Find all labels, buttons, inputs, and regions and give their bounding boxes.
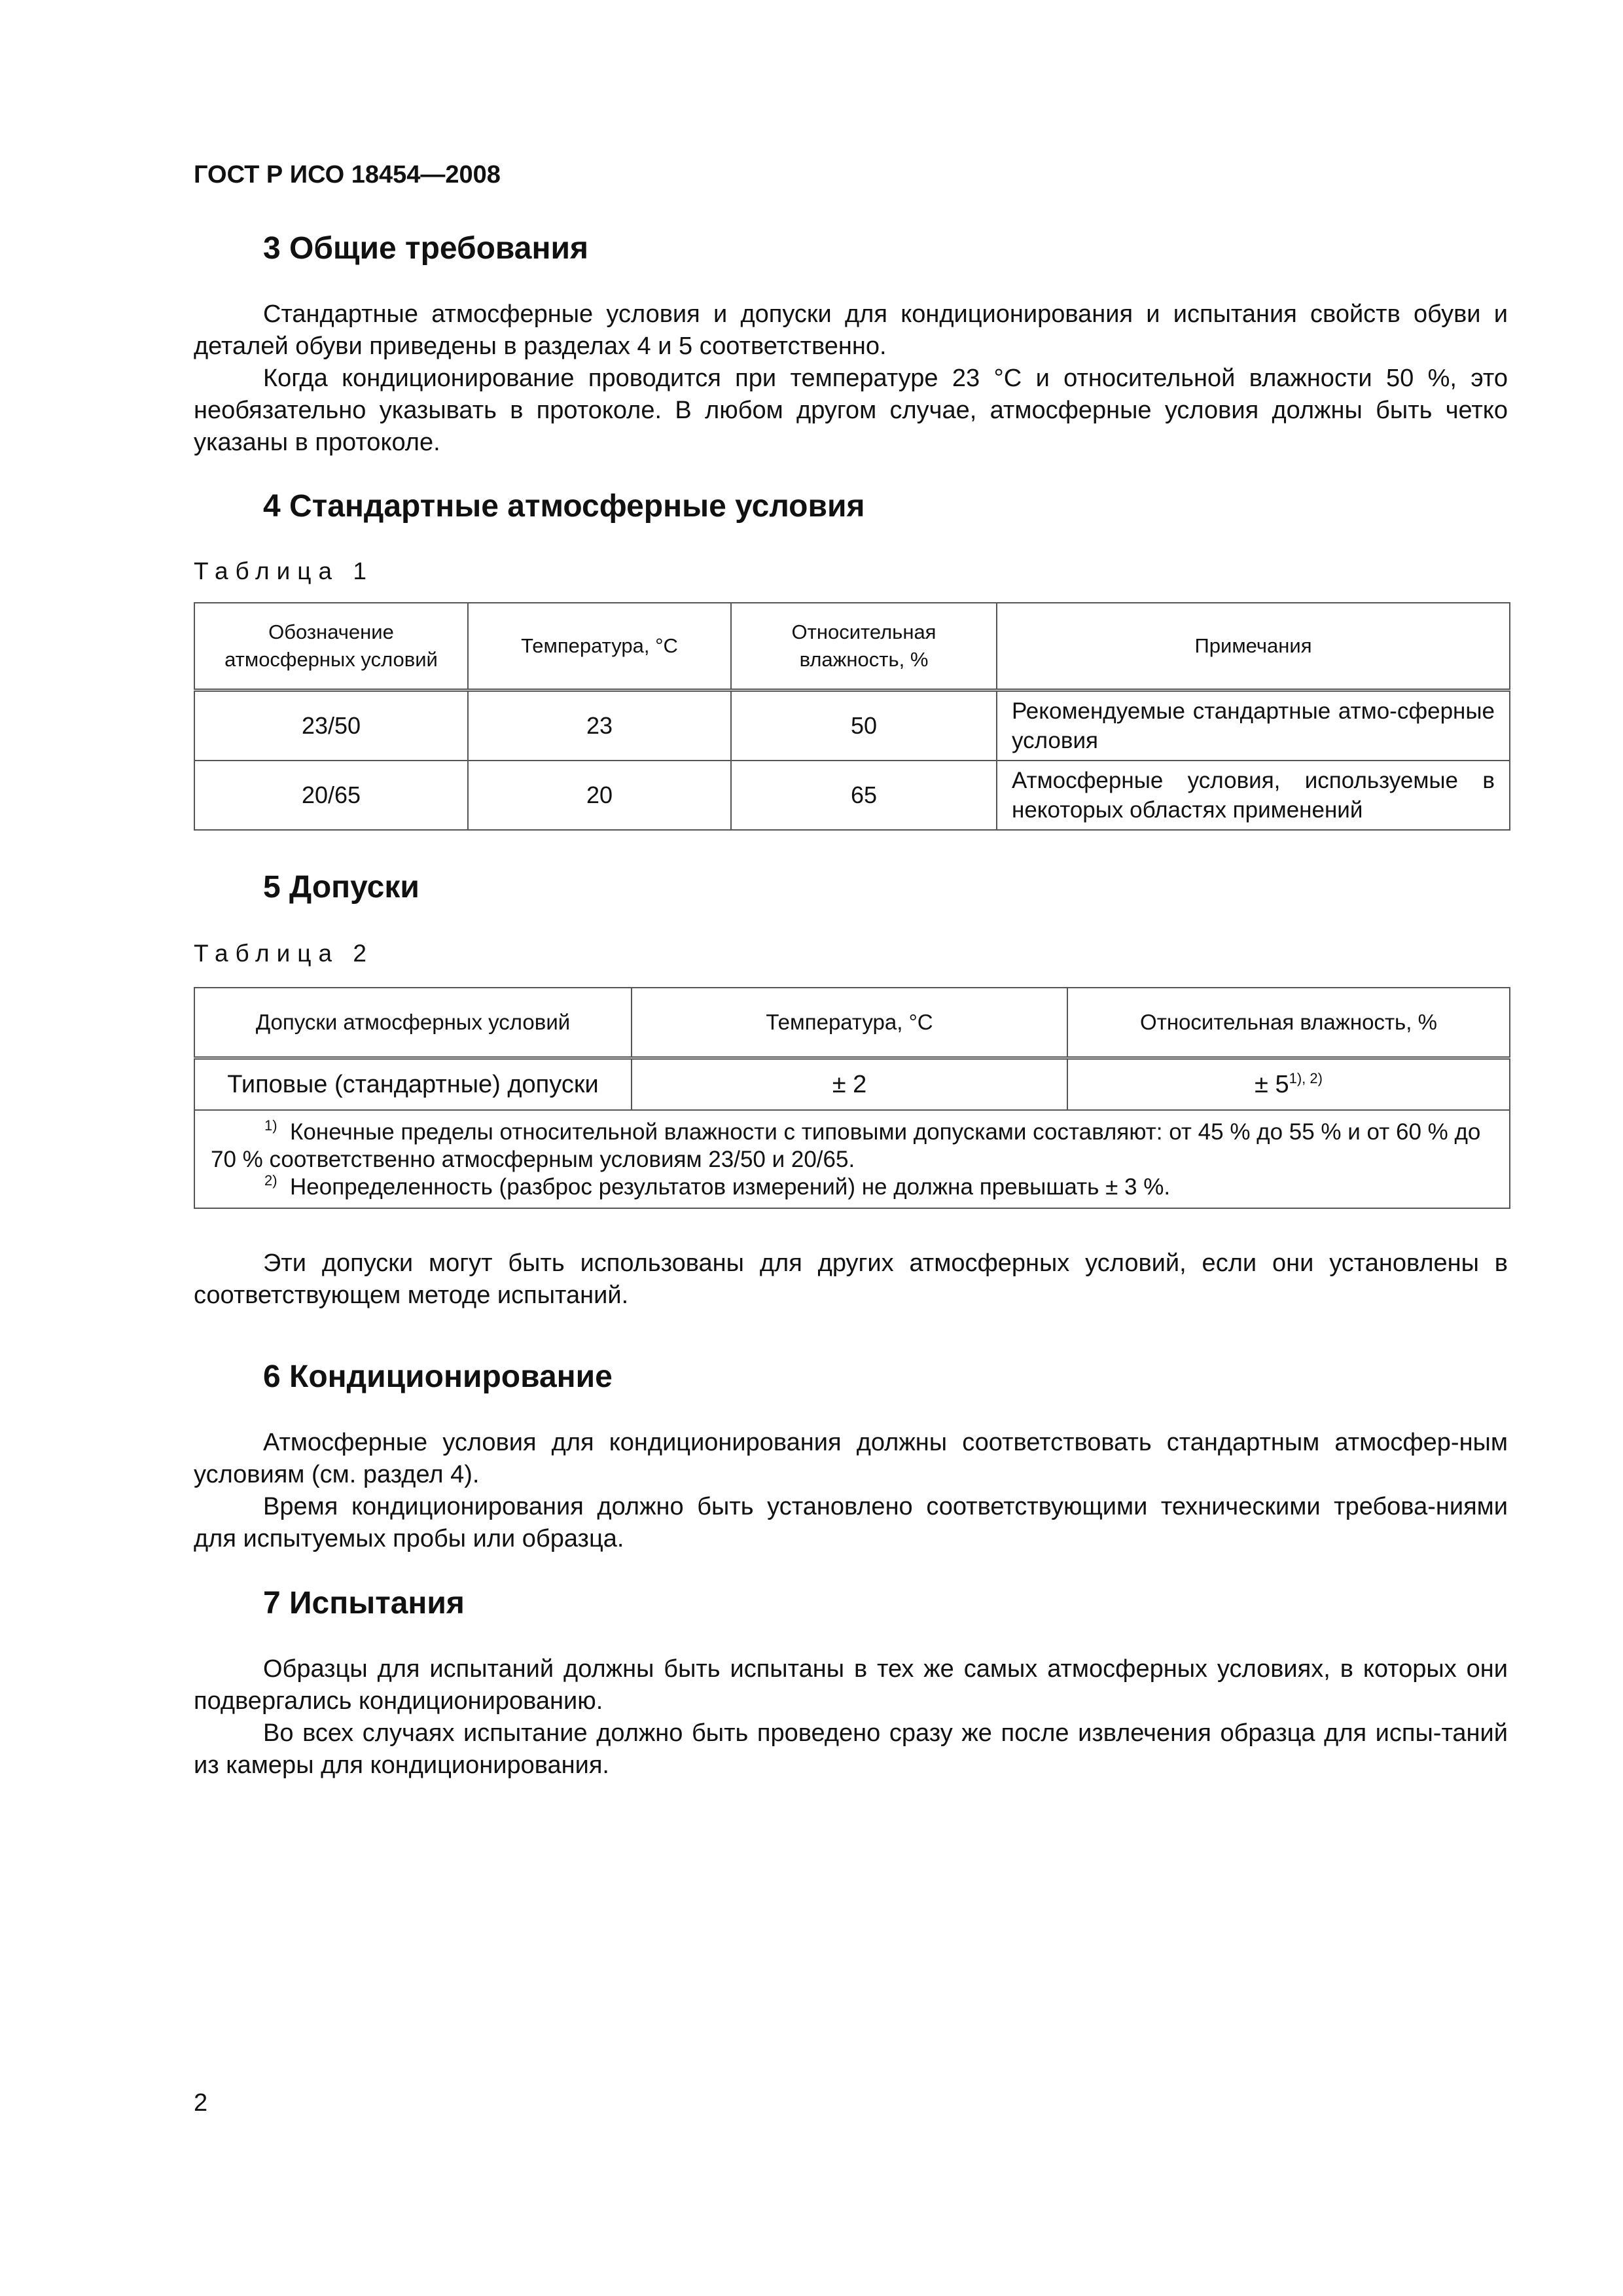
- table-2-header-temperature: Температура, °С: [632, 988, 1067, 1058]
- table-cell-note: Атмосферные условия, используемые в некоторых областях применений: [997, 761, 1510, 830]
- table-row: [194, 691, 1510, 761]
- table-cell: 20: [468, 761, 731, 830]
- table-cell: Типовые (стандартные) допуски: [194, 1058, 632, 1111]
- table-1-header-humidity: Относительная влажность, %: [731, 603, 997, 691]
- table-2-header-humidity: Относительная влажность, %: [1067, 988, 1510, 1058]
- table-cell-note: Рекомендуемые стандартные атмо-сферные условия: [997, 691, 1510, 761]
- table-cell: 23: [468, 691, 731, 761]
- table-cell: 20/65: [194, 761, 468, 830]
- section-6-title: 6 Кондиционирование: [263, 1359, 613, 1394]
- section-6-paragraph-2: Время кондиционирования должно быть установлено соответствующими техническими требова-ниями для испытуемых пробы или образца.: [194, 1493, 1508, 1552]
- page-number: 2: [194, 2089, 208, 2117]
- table-cell: ± 2: [632, 1058, 1067, 1111]
- table-2-header-row: [194, 988, 1510, 1058]
- section-6-paragraph-1: Атмосферные условия для кондиционирования должны соответствовать стандартным атмосфер-ным условиям (см. раздел 4).: [194, 1429, 1508, 1488]
- table-row: [194, 1058, 1510, 1111]
- table-1: [194, 602, 1510, 831]
- footnote-1-mark: 1): [264, 1117, 277, 1134]
- table-1-header-designation: Обозначение атмосферных условий: [194, 603, 468, 691]
- table-1-header-temperature: Температура, °С: [468, 603, 731, 691]
- section-4-title: 4 Стандартные атмосферные условия: [263, 489, 865, 524]
- footnote-1-text: Конечные пределы относительной влажности с типовыми допусками составляют: от 45 % до 55 % и от 60 % до 70 % соответственно атмосферным условиям 23/50 и 20/65.: [211, 1119, 1481, 1172]
- table-1-caption: Таблица 1: [194, 558, 374, 584]
- table-row: [194, 761, 1510, 830]
- section-7-title: 7 Испытания: [263, 1586, 465, 1621]
- humidity-tolerance-value: ± 5: [1255, 1070, 1289, 1098]
- table-cell: 50: [731, 691, 997, 761]
- table-2: [194, 987, 1510, 1209]
- table-1-header-notes: Примечания: [997, 603, 1510, 691]
- section-5-title: 5 Допуски: [263, 870, 419, 905]
- footnote-1: [211, 1119, 1493, 1174]
- footnote-reference: 1), 2): [1289, 1069, 1323, 1086]
- section-3-paragraph-1: Стандартные атмосферные условия и допуски для кондиционирования и испытания свойств обуви и деталей обуви приведены в разделах 4 и 5 соответственно.: [194, 300, 1508, 360]
- table-cell: 65: [731, 761, 997, 830]
- document-header: ГОСТ Р ИСО 18454—2008: [194, 161, 501, 188]
- table-2-caption: Таблица 2: [194, 940, 374, 967]
- section-5-paragraph-1: Эти допуски могут быть использованы для других атмосферных условий, если они установлены в соответствующем методе испытаний.: [194, 1249, 1508, 1309]
- footnote-2: [211, 1174, 1493, 1201]
- table-cell: 23/50: [194, 691, 468, 761]
- table-footnotes-row: [194, 1110, 1510, 1208]
- table-cell: [1067, 1058, 1510, 1111]
- footnote-2-mark: 2): [264, 1172, 277, 1189]
- section-3-title: 3 Общие требования: [263, 231, 588, 266]
- table-1-header-row: [194, 603, 1510, 691]
- section-7-paragraph-2: Во всех случаях испытание должно быть проведено сразу же после извлечения образца для испы-таний из камеры для кондиционирования.: [194, 1719, 1508, 1779]
- table-footnotes: [194, 1110, 1510, 1208]
- table-2-header-tolerances: Допуски атмосферных условий: [194, 988, 632, 1058]
- section-3-paragraph-2: Когда кондиционирование проводится при температуре 23 °С и относительной влажности 50 %, это необязательно указывать в протоколе. В любом другом случае, атмосферные условия должны быть четко указаны в протоколе.: [194, 365, 1508, 456]
- section-7-paragraph-1: Образцы для испытаний должны быть испытаны в тех же самых атмосферных условиях, в которых они подвергались кондиционированию.: [194, 1655, 1508, 1715]
- footnote-2-text: Неопределенность (разброс результатов измерений) не должна превышать ± 3 %.: [290, 1174, 1171, 1200]
